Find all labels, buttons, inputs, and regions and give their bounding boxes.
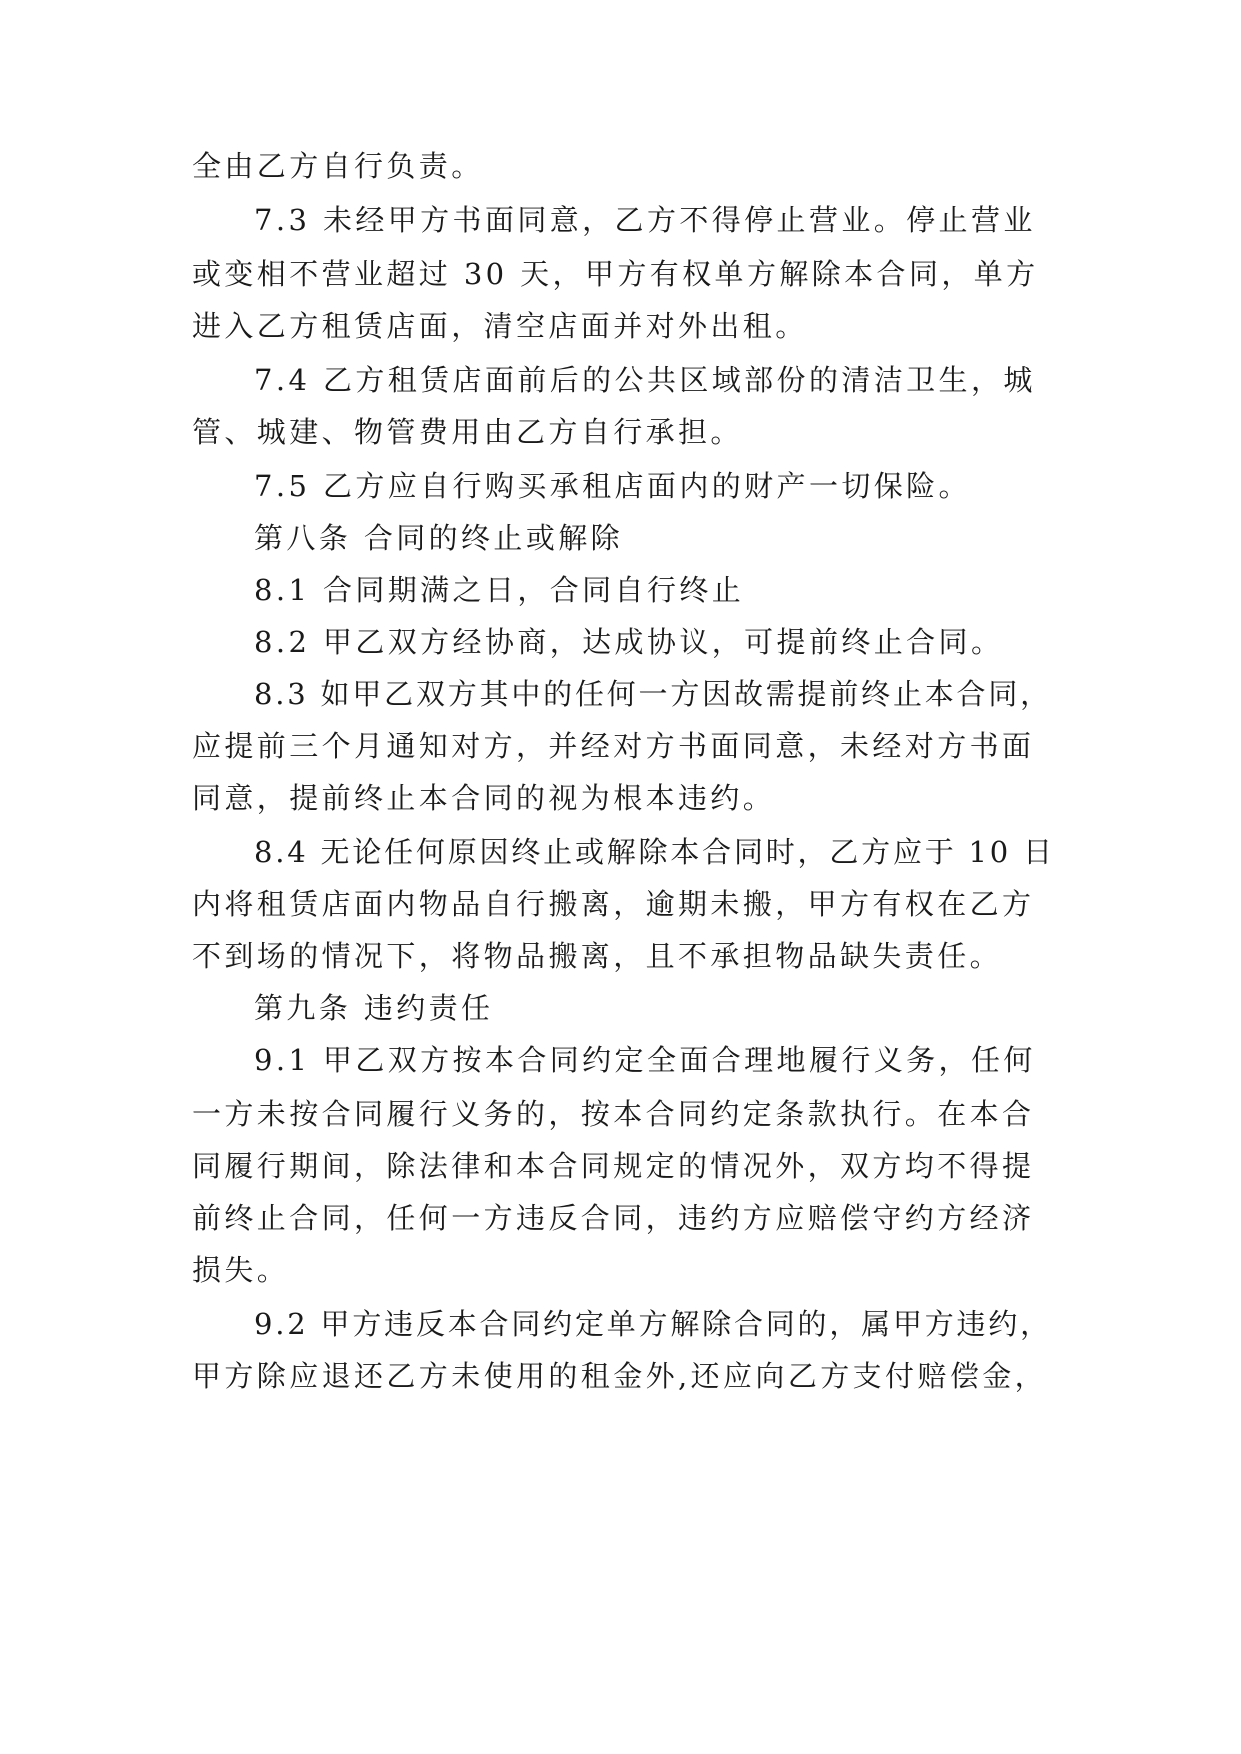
text-line: 全由乙方自行负责。 (192, 149, 484, 183)
text-line: 或变相不营业超过 30 天，甲方有权单方解除本合同，单方 (192, 257, 1039, 291)
text-line: 管、城建、物管费用由乙方自行承担。 (192, 415, 743, 449)
article-8-heading: 第八条 合同的终止或解除 (254, 521, 624, 555)
article-9-heading: 第九条 违约责任 (254, 991, 494, 1025)
text-line: 进入乙方租赁店面，清空店面并对外出租。 (192, 309, 808, 343)
text-line: 前终止合同，任何一方违反合同，违约方应赔偿守约方经济 (192, 1201, 1035, 1235)
text-line: 同意，提前终止本合同的视为根本违约。 (192, 781, 776, 815)
text-line: 同履行期间，除法律和本合同规定的情况外，双方均不得提 (192, 1149, 1035, 1183)
clause-7-4: 7.4 乙方租赁店面前后的公共区域部份的清洁卫生，城 (254, 363, 1036, 397)
clause-8-1: 8.1 合同期满之日，合同自行终止 (254, 573, 745, 607)
text-line: 内将租赁店面内物品自行搬离，逾期未搬，甲方有权在乙方 (192, 887, 1035, 921)
text-line: 不到场的情况下，将物品搬离，且不承担物品缺失责任。 (192, 939, 1003, 973)
clause-7-5: 7.5 乙方应自行购买承租店面内的财产一切保险。 (254, 469, 971, 503)
text-line: 损失。 (192, 1253, 290, 1287)
clause-9-1: 9.1 甲乙双方按本合同约定全面合理地履行义务，任何 (254, 1043, 1036, 1077)
clause-7-3: 7.3 未经甲方书面同意，乙方不得停止营业。停止营业 (254, 203, 1036, 237)
clause-9-2: 9.2 甲方违反本合同约定单方解除合同的，属甲方违约， (254, 1307, 1052, 1341)
text-line: 甲方除应退还乙方未使用的租金外,还应向乙方支付赔偿金， (192, 1359, 1048, 1393)
text-line: 应提前三个月通知对方，并经对方书面同意，未经对方书面 (192, 729, 1035, 763)
clause-8-4: 8.4 无论任何原因终止或解除本合同时，乙方应于 10 日 (254, 835, 1055, 869)
text-line: 一方未按合同履行义务的，按本合同约定条款执行。在本合 (192, 1097, 1035, 1131)
clause-8-3: 8.3 如甲乙双方其中的任何一方因故需提前终止本合同， (254, 677, 1052, 711)
clause-8-2: 8.2 甲乙双方经协商，达成协议，可提前终止合同。 (254, 625, 1004, 659)
